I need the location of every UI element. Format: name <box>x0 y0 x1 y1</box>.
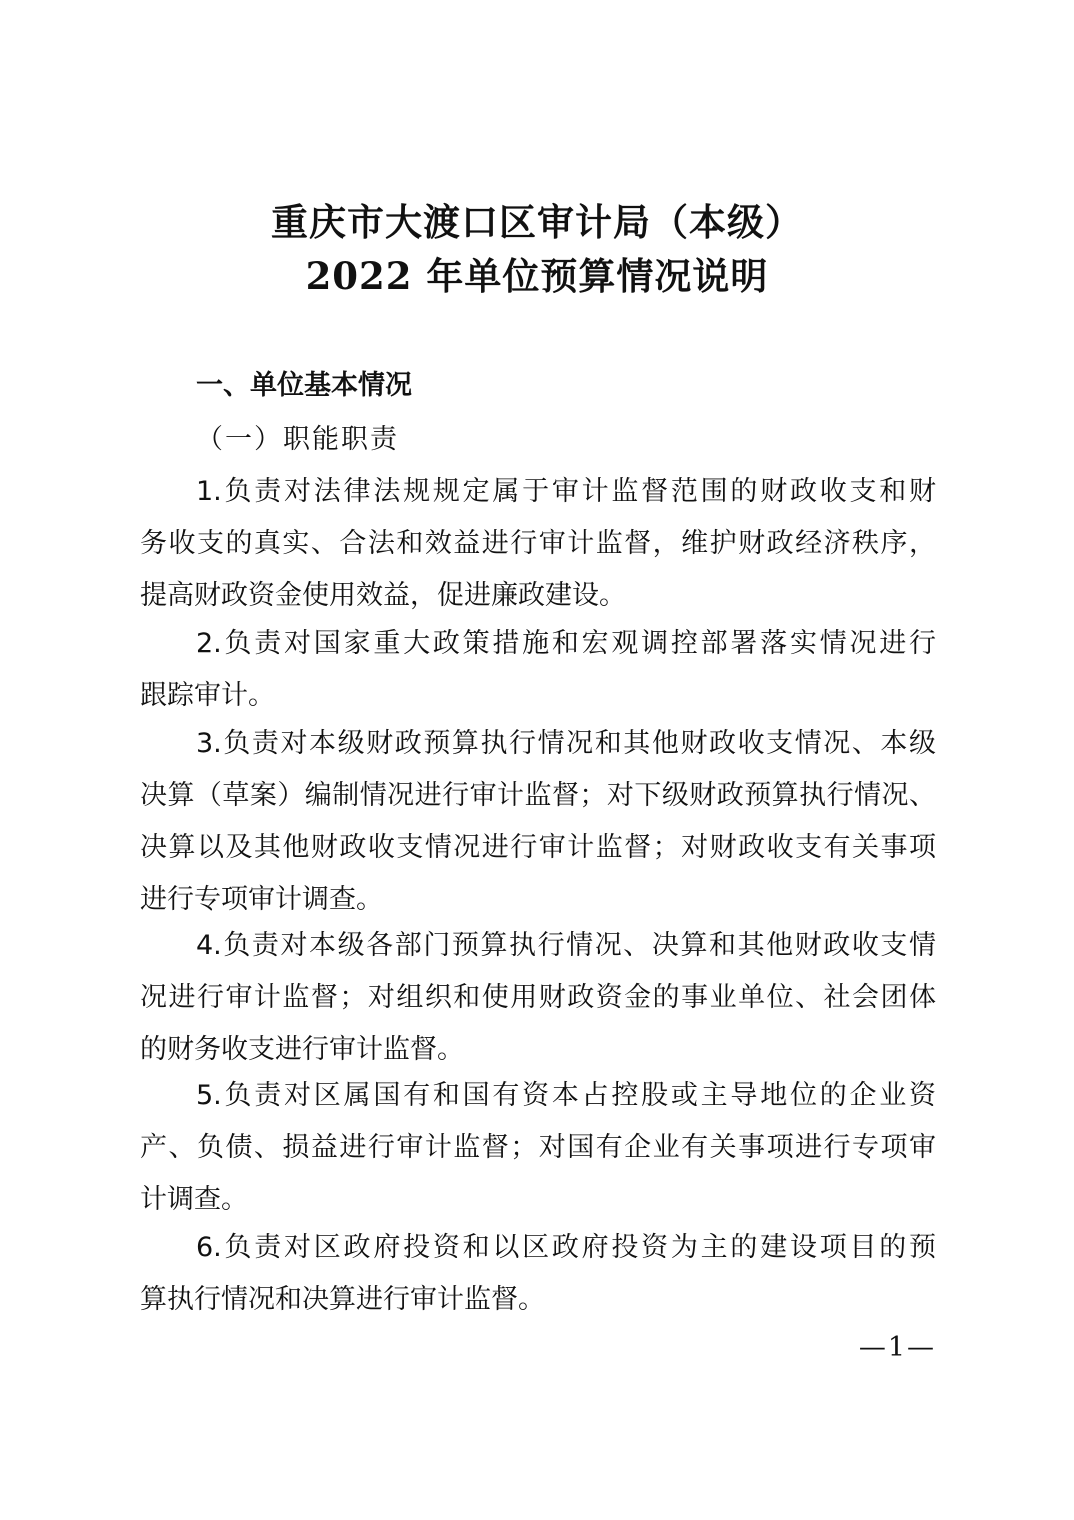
paragraph-4 <box>140 920 936 1076</box>
paragraph-line: 产、负债、损益进行审计监督；对国有企业有关事项进行专项审 <box>140 1132 936 1163</box>
paragraph-6 <box>140 1222 936 1326</box>
section-heading: 一、单位基本情况 <box>196 370 412 401</box>
paragraph-line: 5.负责对区属国有和国有资本占控股或主导地位的企业资 <box>196 1080 936 1111</box>
paragraph-line: 况进行审计监督；对组织和使用财政资金的事业单位、社会团体 <box>140 982 936 1013</box>
paragraph-line: 提高财政资金使用效益，促进廉政建设。 <box>140 580 626 611</box>
paragraph-line: 6.负责对区政府投资和以区政府投资为主的建设项目的预 <box>196 1232 936 1263</box>
paragraph-line: 决算（草案）编制情况进行审计监督；对下级财政预算执行情况、 <box>140 780 936 811</box>
document-title-line1: 重庆市大渡口区审计局（本级） <box>271 200 803 244</box>
paragraph-line: 决算以及其他财政收支情况进行审计监督；对财政收支有关事项 <box>140 832 936 863</box>
paragraph-line: 计调查。 <box>140 1184 248 1215</box>
document-title-line2: 2022 年单位预算情况说明 <box>305 254 769 298</box>
paragraph-3 <box>140 718 936 926</box>
paragraph-line: 2.负责对国家重大政策措施和宏观调控部署落实情况进行 <box>196 628 936 659</box>
page-number: —1— <box>858 1332 936 1363</box>
paragraph-line: 4.负责对本级各部门预算执行情况、决算和其他财政收支情 <box>196 930 936 961</box>
paragraph-1 <box>140 466 936 622</box>
paragraph-line: 1.负责对法律法规规定属于审计监督范围的财政收支和财 <box>196 476 936 507</box>
paragraph-line: 的财务收支进行审计监督。 <box>140 1034 464 1065</box>
paragraph-line: 务收支的真实、合法和效益进行审计监督，维护财政经济秩序， <box>140 528 936 559</box>
paragraph-line: 算执行情况和决算进行审计监督。 <box>140 1284 545 1315</box>
paragraph-line: 跟踪审计。 <box>140 680 275 711</box>
paragraph-2 <box>140 618 936 722</box>
paragraph-line: 3.负责对本级财政预算执行情况和其他财政收支情况、本级 <box>196 728 936 759</box>
paragraph-line: 进行专项审计调查。 <box>140 884 383 915</box>
paragraph-5 <box>140 1070 936 1226</box>
subsection-heading: （一）职能职责 <box>196 424 399 455</box>
